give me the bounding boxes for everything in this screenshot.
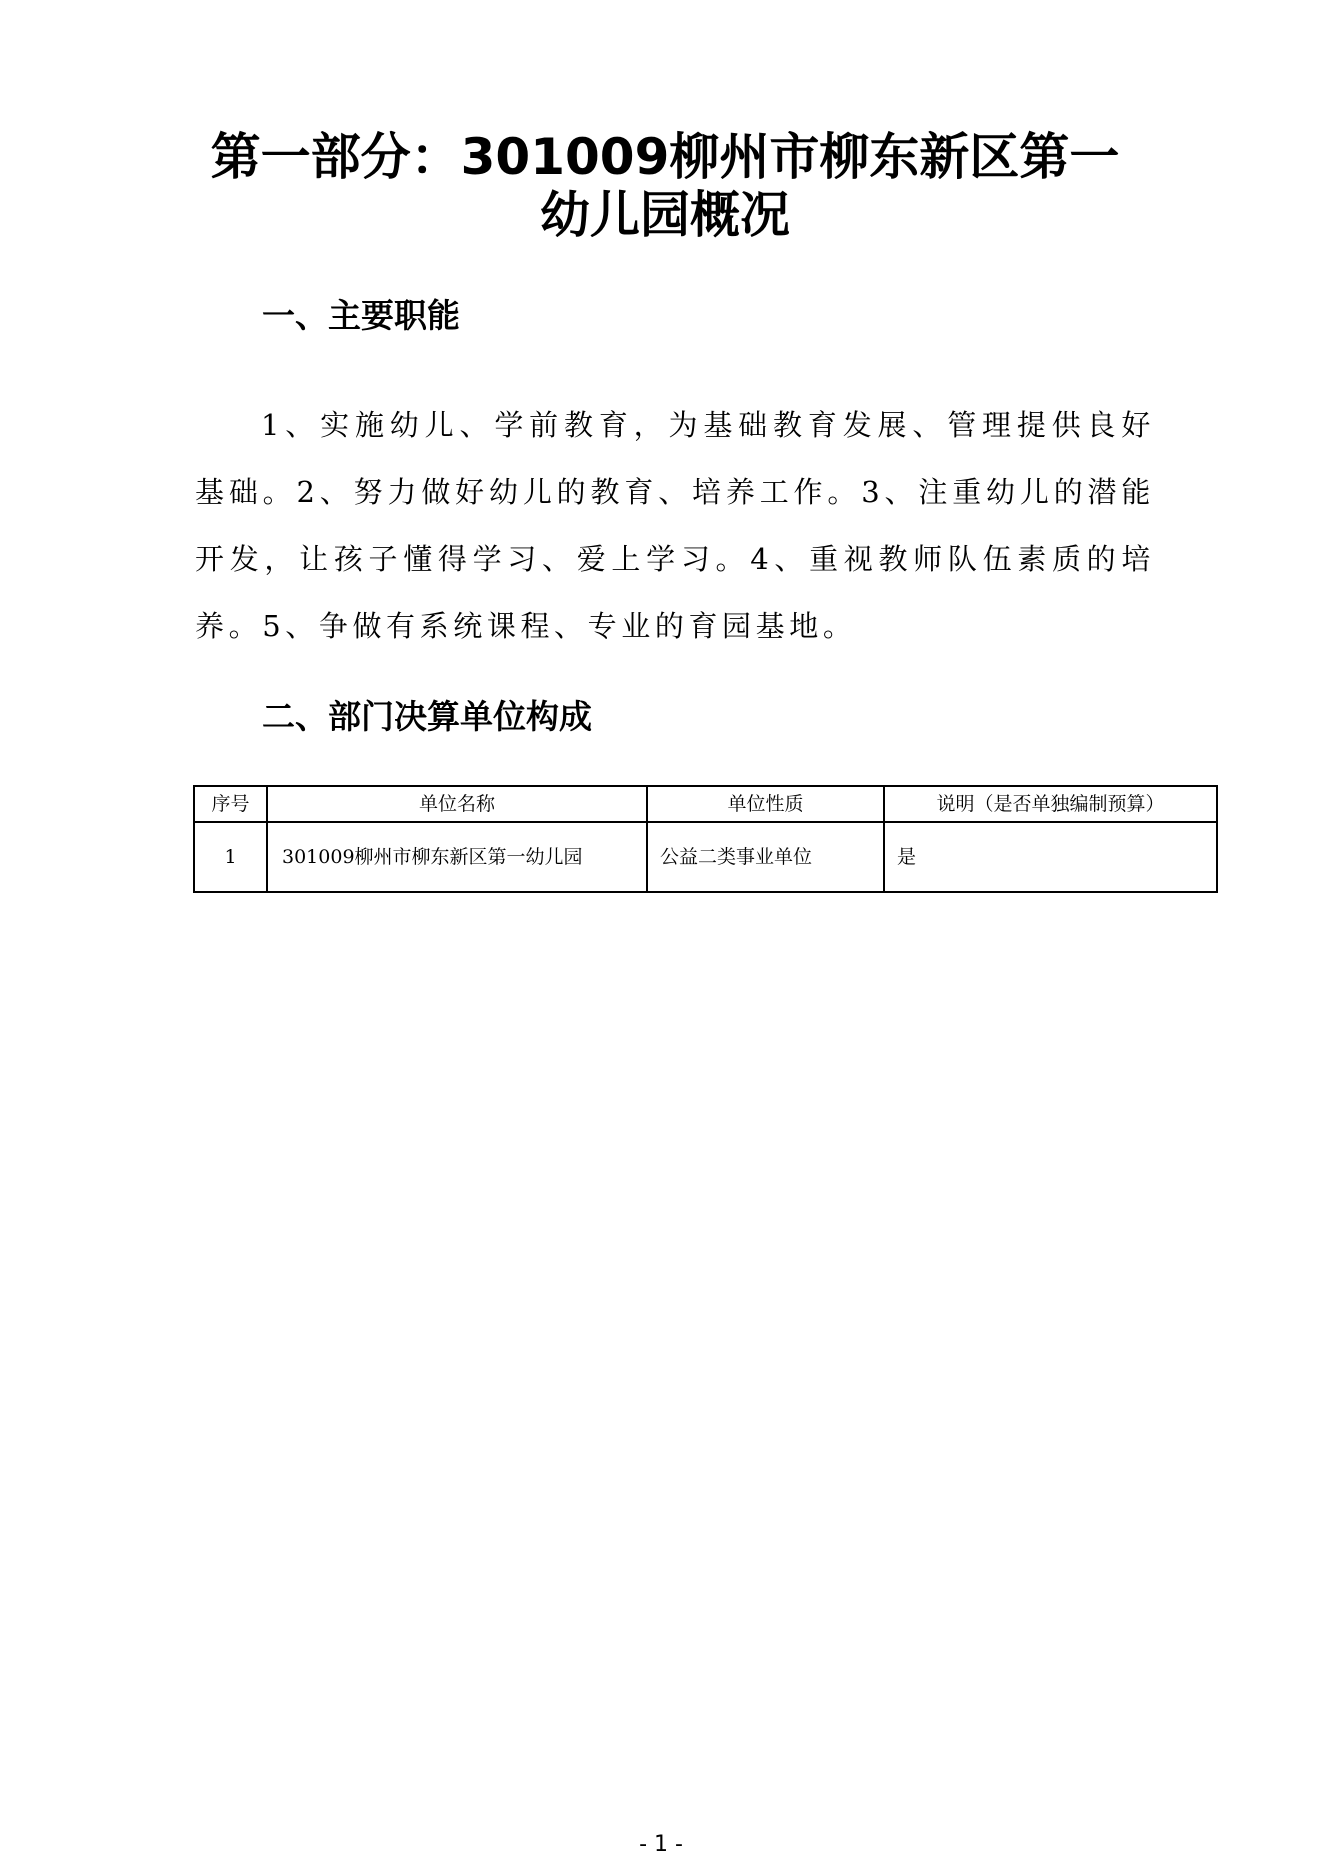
page-number: - 1 - [639, 1832, 683, 1857]
section-heading-unit-composition: 二、部门决算单位构成 [262, 697, 592, 736]
page-title: 第一部分：301009柳州市柳东新区第一幼儿园概况 [210, 128, 1120, 244]
table-row [194, 822, 1217, 892]
header-unit-nature: 单位性质 [647, 786, 884, 822]
header-unit-name: 单位名称 [267, 786, 647, 822]
section-heading-main-functions: 一、主要职能 [262, 296, 460, 335]
cell-seq: 1 [194, 822, 267, 892]
header-note: 说明（是否单独编制预算） [884, 786, 1217, 822]
cell-unit-name: 301009柳州市柳东新区第一幼儿园 [267, 822, 647, 892]
table-header-row [194, 786, 1217, 822]
unit-composition-table [193, 785, 1218, 893]
header-seq: 序号 [194, 786, 267, 822]
cell-note: 是 [884, 822, 1217, 892]
main-functions-paragraph: 1、实施幼儿、学前教育，为基础教育发展、管理提供良好基础。2、努力做好幼儿的教育、培养工作。3、注重幼儿的潜能开发，让孩子懂得学习、爱上学习。4、重视教师队伍素质的培养。5、争做有系统课程、专业的育园基地。 [195, 408, 1155, 643]
cell-unit-nature: 公益二类事业单位 [647, 822, 884, 892]
